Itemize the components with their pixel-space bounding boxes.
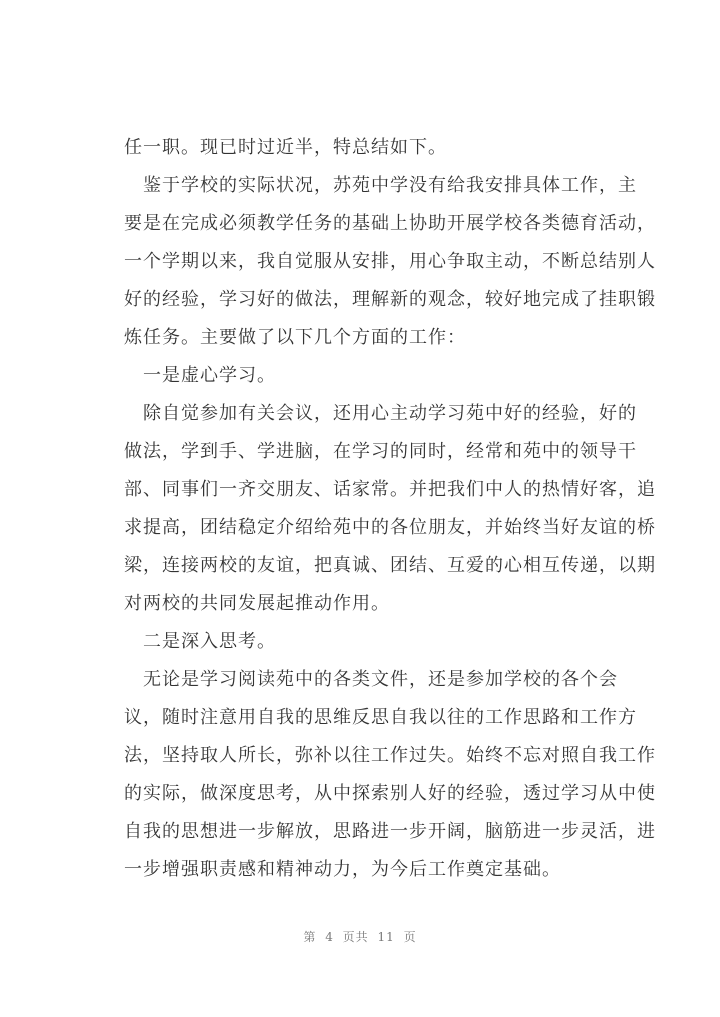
paragraph-line: 任一职。现已时过近半，特总结如下。 xyxy=(124,137,447,158)
paragraph-line: 一个学期以来，我自觉服从安排，用心争取主动，不断总结别人 xyxy=(124,251,656,272)
paragraph-line: 自我的思想进一步解放，思路进一步开阔，脑筋进一步灵活，进 xyxy=(124,821,656,842)
paragraph-line: 好的经验，学习好的做法，理解新的观念，较好地完成了挂职锻 xyxy=(124,289,656,310)
paragraph-line: 议，随时注意用自我的思维反思自我以往的工作思路和工作方 xyxy=(124,707,637,728)
paragraph-line: 鉴于学校的实际状况，苏苑中学没有给我安排具体工作，主 xyxy=(124,175,637,196)
paragraph-line: 要是在完成必须教学任务的基础上协助开展学校各类德育活动， xyxy=(124,213,656,234)
paragraph-line: 部、同事们一齐交朋友、话家常。并把我们中人的热情好客，追 xyxy=(124,479,656,500)
paragraph-line: 无论是学习阅读苑中的各类文件，还是参加学校的各个会 xyxy=(124,669,618,690)
section-heading: 二是深入思考。 xyxy=(124,631,276,652)
paragraph-line: 一步增强职责感和精神动力，为今后工作奠定基础。 xyxy=(124,859,561,880)
paragraph-line: 除自觉参加有关会议，还用心主动学习苑中好的经验，好的 xyxy=(124,403,637,424)
section-heading: 一是虚心学习。 xyxy=(124,365,276,386)
paragraph-line: 求提高，团结稳定介绍给苑中的各位朋友，并始终当好友谊的桥 xyxy=(124,517,656,538)
paragraph-line: 对两校的共同发展起推动作用。 xyxy=(124,593,390,614)
page-footer: 第 4 页共 11 页 xyxy=(303,930,417,944)
paragraph-line: 炼任务。主要做了以下几个方面的工作： xyxy=(124,327,466,348)
paragraph-line: 做法，学到手、学进脑，在学习的同时，经常和苑中的领导干 xyxy=(124,441,637,462)
paragraph-line: 法，坚持取人所长，弥补以往工作过失。始终不忘对照自我工作 xyxy=(124,745,656,766)
paragraph-line: 的实际，做深度思考，从中探索别人好的经验，透过学习从中使 xyxy=(124,783,656,804)
paragraph-line: 梁，连接两校的友谊，把真诚、团结、互爱的心相互传递，以期 xyxy=(124,555,656,576)
